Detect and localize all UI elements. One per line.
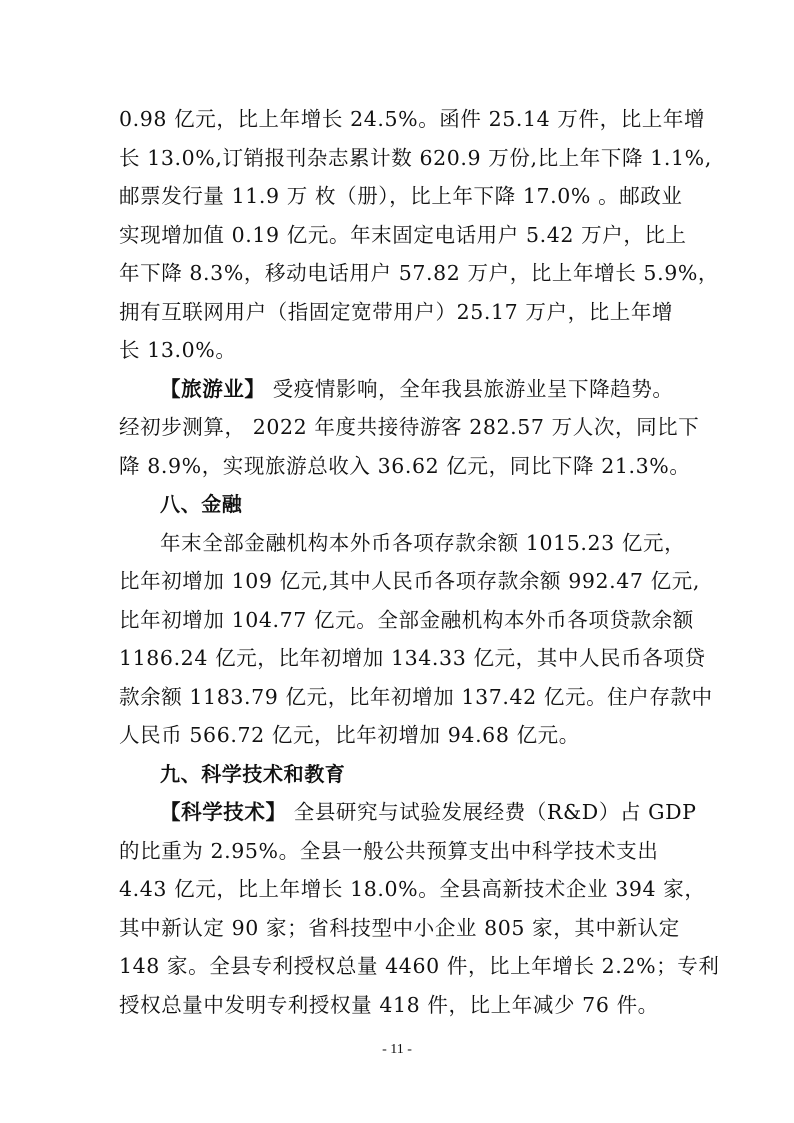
text-line: 4.43 亿元，比上年增长 18.0%。全县高新技术企业 394 家， — [119, 877, 706, 901]
science-label: 【科学技术】 — [160, 800, 287, 824]
text-line: 的比重为 2.95%。全县一般公共预算支出中科学技术支出 — [119, 838, 659, 863]
tourism-paragraph-first-line — [119, 370, 679, 409]
text-line: 款余额 1183.79 亿元，比年初增加 137.42 亿元。住户存款中 — [119, 684, 713, 709]
page-number: - 11 - — [382, 1042, 412, 1057]
body-text — [119, 100, 720, 1024]
text-line: 经初步测算， 2022 年度共接待游客 282.57 万人次，同比下 — [119, 415, 700, 439]
text-line: 比年初增加 109 亿元,其中人民币各项存款余额 992.47 亿元, — [119, 569, 700, 593]
text-line: 148 家。全县专利授权总量 4460 件，比上年增长 2.2%；专利 — [119, 954, 720, 978]
text-line: 人民币 566.72 亿元，比年初增加 94.68 亿元。 — [119, 723, 580, 747]
text-line: 年末全部金融机构本外币各项存款余额 1015.23 亿元， — [160, 530, 686, 555]
text-line: 长 13.0%。 — [119, 338, 237, 362]
text-run: 全县研究与试验发展经费（R&D）占 GDP — [286, 800, 697, 824]
text-line: 其中新认定 90 家；省科技型中小企业 805 家，其中新认定 — [119, 915, 680, 940]
text-run: 受疫情影响，全年我县旅游业呈下降趋势。 — [265, 376, 674, 401]
text-line: 拥有互联网用户（指固定宽带用户）25.17 万户，比上年增 — [119, 299, 674, 324]
text-line: 0.98 亿元，比上年增长 24.5%。函件 25.14 万件，比上年增 — [119, 107, 706, 131]
text-line: 比年初增加 104.77 亿元。全部金融机构本外币各项贷款余额 — [119, 607, 694, 632]
text-line: 1186.24 亿元，比年初增加 134.33 亿元，其中人民币各项贷 — [119, 646, 706, 670]
text-line: 实现增加值 0.19 亿元。年末固定电话用户 5.42 万户，比上 — [119, 222, 687, 247]
science-paragraph-first-line — [119, 793, 697, 832]
text-line: 授权总量中发明专利授权量 418 件，比上年减少 76 件。 — [119, 992, 659, 1017]
tourism-label: 【旅游业】 — [160, 376, 266, 401]
text-line: 邮票发行量 11.9 万 枚（册），比上年下降 17.0% 。邮政业 — [119, 184, 683, 208]
text-line: 长 13.0%,订销报刊杂志累计数 620.9 万份,比上年下降 1.1%, — [119, 145, 712, 170]
text-line: 降 8.9%，实现旅游总收入 36.62 亿元，同比下降 21.3%。 — [119, 453, 691, 478]
section-heading-science: 九、科学技术和教育 — [160, 761, 346, 786]
text-line: 年下降 8.3%，移动电话用户 57.82 万户，比上年增长 5.9%， — [119, 261, 720, 285]
section-heading-finance: 八、金融 — [160, 492, 243, 516]
